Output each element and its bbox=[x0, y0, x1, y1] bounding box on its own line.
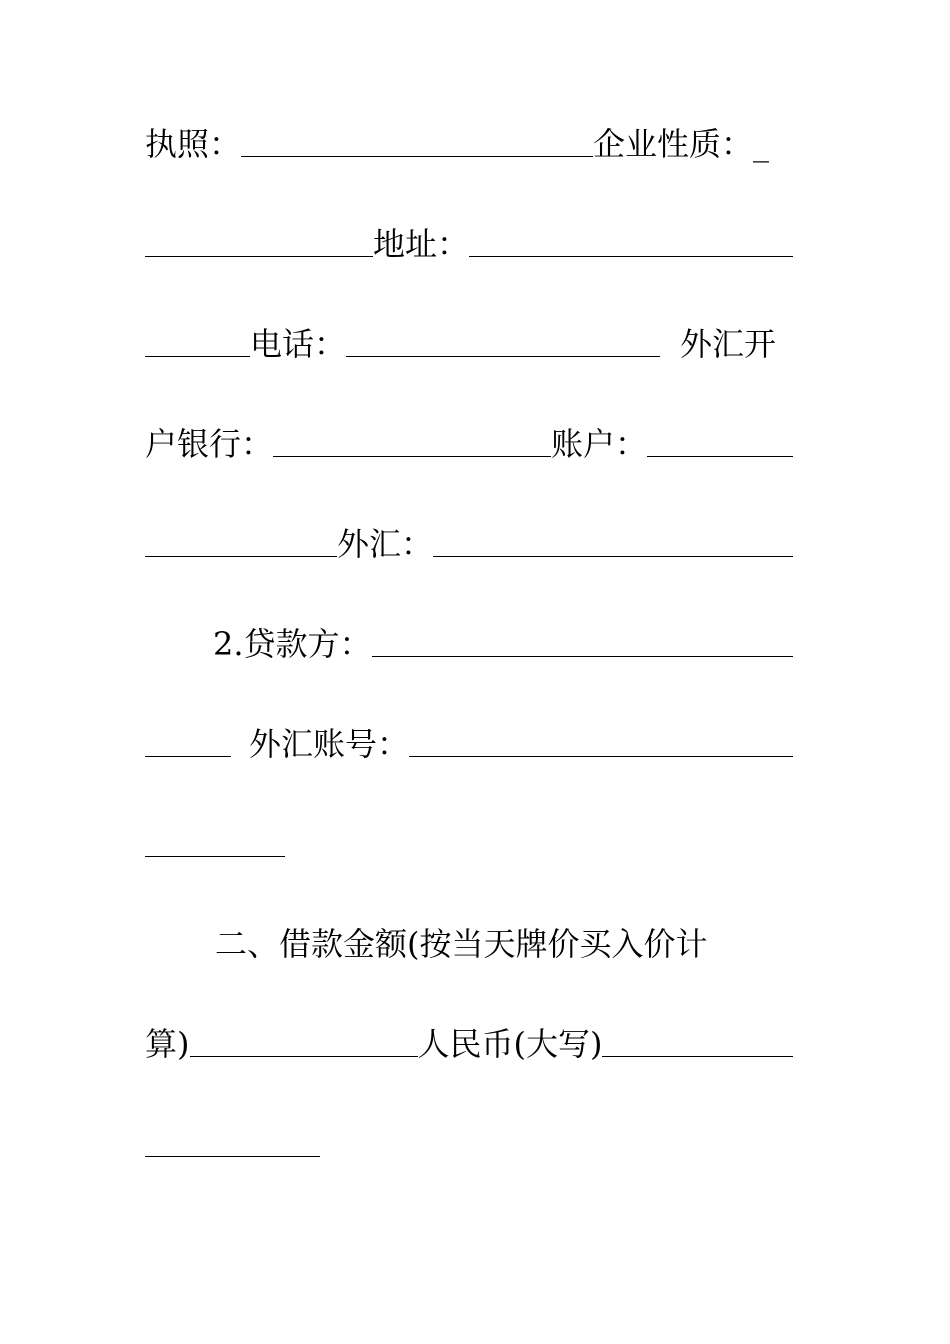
line-lender bbox=[213, 622, 793, 662]
label-bank: 户银行： bbox=[145, 425, 274, 463]
blank-phone[interactable] bbox=[346, 356, 660, 357]
line-forex bbox=[145, 522, 793, 562]
blank-lender-cont[interactable] bbox=[145, 756, 231, 757]
label-address: 地址： bbox=[373, 225, 470, 263]
blank-enterprise-nature[interactable] bbox=[145, 256, 373, 257]
line-address bbox=[145, 222, 793, 262]
line-forex-account-cont bbox=[145, 822, 793, 862]
blank-license[interactable] bbox=[241, 156, 593, 157]
blank-forex-account[interactable] bbox=[409, 756, 793, 757]
underscore-mark: _ bbox=[753, 125, 770, 163]
line-bank bbox=[145, 422, 793, 462]
label-forex: 外汇： bbox=[337, 525, 434, 563]
blank-account-cont[interactable] bbox=[145, 556, 337, 557]
blank-account[interactable] bbox=[647, 456, 793, 457]
line-license bbox=[145, 122, 793, 162]
blank-lender[interactable] bbox=[372, 656, 793, 657]
label-calc: 算) bbox=[145, 1025, 190, 1063]
line-rmb bbox=[145, 1022, 793, 1062]
line-phone bbox=[145, 322, 793, 362]
label-rmb-capital: 人民币(大写) bbox=[417, 1025, 603, 1063]
label-account: 账户： bbox=[551, 425, 648, 463]
blank-address-cont[interactable] bbox=[145, 356, 250, 357]
label-forex-account: 外汇账号： bbox=[249, 725, 410, 763]
label-phone: 电话： bbox=[250, 325, 347, 363]
blank-address[interactable] bbox=[469, 256, 793, 257]
label-license: 执照： bbox=[145, 125, 242, 163]
blank-amount[interactable] bbox=[190, 1056, 418, 1057]
blank-forex-account-cont[interactable] bbox=[145, 856, 285, 857]
blank-rmb-cont[interactable] bbox=[145, 1156, 320, 1157]
heading-loan-amount: 二、借款金额(按当天牌价买入价计 bbox=[215, 925, 708, 963]
blank-rmb[interactable] bbox=[602, 1056, 793, 1057]
line-forex-account bbox=[145, 722, 793, 762]
line-loan-amount bbox=[215, 922, 760, 962]
label-forex-bank: 外汇开 bbox=[680, 325, 777, 363]
label-enterprise-nature: 企业性质： bbox=[593, 125, 754, 163]
blank-bank[interactable] bbox=[273, 456, 551, 457]
label-lender: 2.贷款方： bbox=[213, 625, 372, 663]
blank-forex[interactable] bbox=[433, 556, 793, 557]
line-rmb-cont bbox=[145, 1122, 793, 1162]
